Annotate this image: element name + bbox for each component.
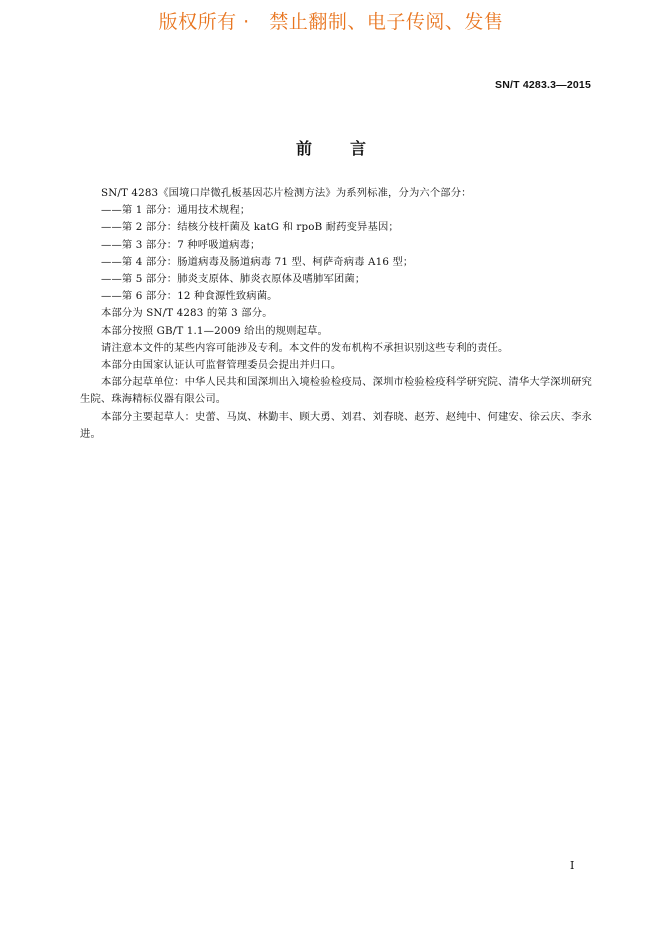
list-item-part-3: ——第 3 部分：7 种呼吸道病毒； <box>101 238 261 251</box>
list-item-part-5: ——第 5 部分：肺炎支原体、肺炎衣原体及嗜肺军团菌； <box>101 273 366 286</box>
list-item-part-1: ——第 1 部分：通用技术规程； <box>101 204 251 217</box>
list-item-part-2: ——第 2 部分：结核分枝杆菌及 katG 和 rpoB 耐药变异基因； <box>101 221 399 234</box>
paragraph-series-intro: SN/T 4283《国境口岸微孔板基因芯片检测方法》为系列标准，分为六个部分： <box>101 187 472 199</box>
standard-number: SN/T 4283.3—2015 <box>494 79 591 91</box>
page-title: 前言 <box>295 139 404 158</box>
paragraph-patent-notice: 请注意本文件的某些内容可能涉及专利。本文件的发布机构不承担识别这些专利的责任。 <box>101 341 509 354</box>
list-item-part-4: ——第 4 部分：肠道病毒及肠道病毒 71 型、柯萨奇病毒 A16 型； <box>101 255 414 268</box>
paragraph-drafting-units: 本部分起草单位：中华人民共和国深圳出入境检验检疫局、深圳市检验检疫科学研究院、清华大学深圳研究生院、珠海精标仪器有限公司。 <box>80 376 593 406</box>
foreword-body <box>80 185 595 443</box>
paragraph-part-statement: 本部分为 SN/T 4283 的第 3 部分。 <box>101 307 273 320</box>
paragraph-proposer: 本部分由国家认证认可监督管理委员会提出并归口。 <box>101 359 342 372</box>
copyright-watermark: 版权所有 · 禁止翻制、电子传阅、发售 <box>158 11 504 33</box>
paragraph-drafters: 本部分主要起草人：史蕾、马岚、林勤丰、顾大勇、刘君、刘春晓、赵芳、赵纯中、何建安、徐云庆、李永进。 <box>80 410 593 440</box>
list-item-part-6: ——第 6 部分：12 种食源性致病菌。 <box>101 290 278 303</box>
paragraph-drafting-rules: 本部分按照 GB/T 1.1—2009 给出的规则起草。 <box>101 324 328 337</box>
page-number: I <box>570 859 575 872</box>
